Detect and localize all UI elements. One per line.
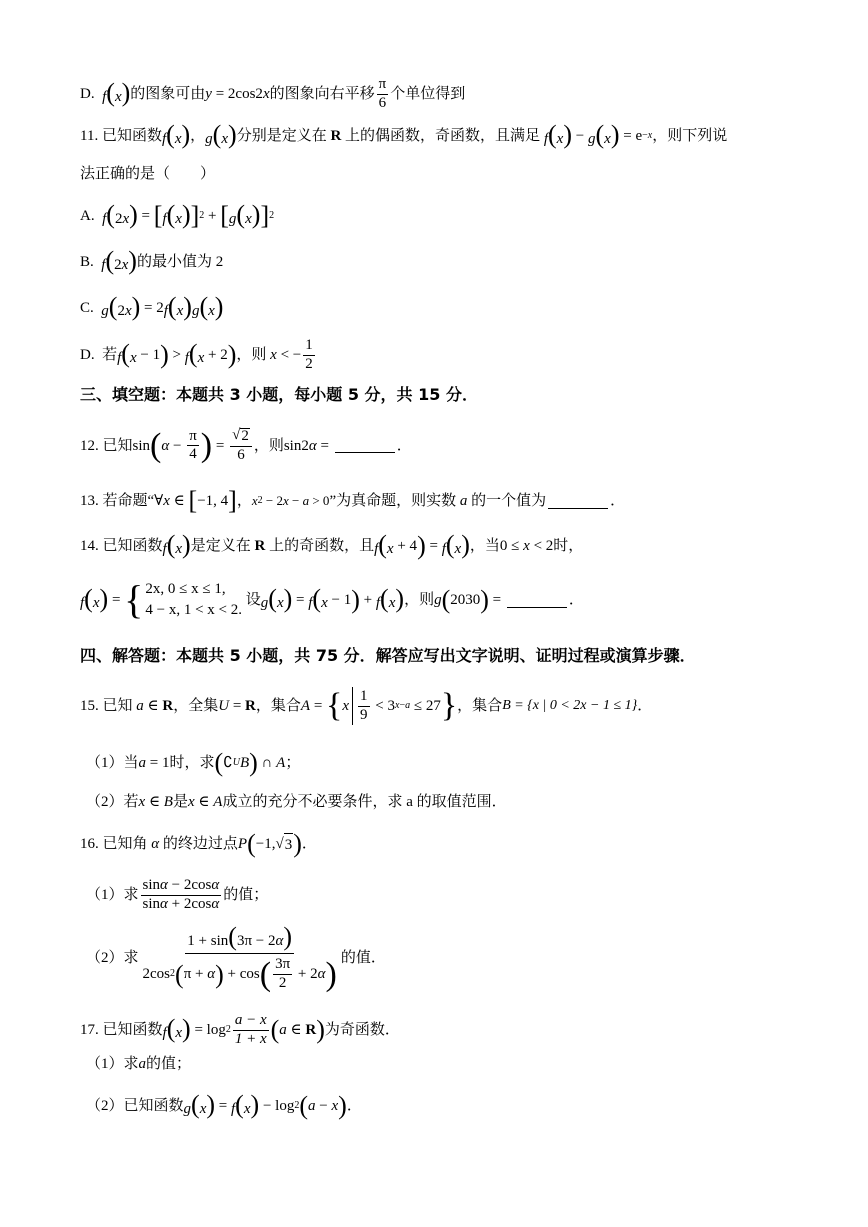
- q15-p1-text1: 时，求: [169, 755, 215, 771]
- question-number: 11.: [80, 128, 99, 144]
- q11-stem-line2: [80, 163, 808, 185]
- q10-d-text2: 的图象向右平移: [269, 86, 375, 103]
- fraction-pi-6: $\frac{\pi}{6}$: [378, 76, 387, 111]
- section-fill-in-title: 三、填空题：本题共 3 小题，每小题 5 分，共 15 分．: [80, 385, 478, 404]
- q11-stem5: 法正确的是（ ）: [80, 166, 216, 182]
- q15-text2: ，全集: [173, 698, 219, 714]
- fraction-pi-4: $\frac{\pi}{4}$: [189, 427, 197, 463]
- q11-option-d: D. 若 f(x − 1 ) > f(x + 2 ) ，则 x < − $\frac{1}{2}$: [80, 337, 313, 372]
- q11-b-text: 的最小值为 2: [136, 254, 224, 270]
- q15-p1-text2: ；: [285, 755, 301, 771]
- q16-p2-label: （2）求: [86, 950, 139, 966]
- q14-text3: 上的奇函数，且: [269, 538, 375, 554]
- q11-stem4: ，则下列说: [652, 128, 728, 144]
- q14-text1: 已知函数: [102, 538, 163, 554]
- q16-part1: [86, 873, 808, 917]
- q17-p2-label: （2）已知函数: [86, 1098, 184, 1114]
- q12-end: ．: [396, 437, 412, 454]
- q15-stem: 15. 已知 a ∈ R ，全集 U = R ，集合 A = { x $\frac{1}{9}$ < 3 x−a ≤ 27 } ，集合 B = {x | 0 < 2x − 1 ≤ 1} ．: [80, 687, 653, 724]
- q11-d-text1: 若: [102, 347, 118, 364]
- question-number: 17.: [80, 1022, 99, 1038]
- q14-text4: ，当: [469, 538, 500, 554]
- option-label: D.: [80, 347, 95, 364]
- answer-blank[interactable]: [507, 593, 567, 608]
- q15-end: ．: [637, 698, 653, 714]
- q17-p1-text: 的值；: [146, 1056, 192, 1072]
- q11-stem-line1: 11. 已知函数 f(x) ， g(x) 分别是定义在 R 上的偶函数，奇函数，且满足 f(x) − g(x) = e −x ，则下列说: [80, 120, 728, 149]
- q16-end: ．: [301, 836, 317, 852]
- case-1: 2x, 0 ≤ x ≤ 1,: [145, 581, 226, 597]
- q11-d-text2: ，则: [236, 347, 267, 364]
- q11-option-b: B. f(2x) 的最小值为 2: [80, 246, 224, 275]
- q15-p2-text2: 成立的充分不必要条件，求 a 的取值范围．: [222, 794, 507, 810]
- option-label: C.: [80, 300, 94, 316]
- fraction-1-2: $\frac{1}{2}$: [305, 337, 313, 372]
- q14-text6: 设: [245, 592, 261, 608]
- fraction-1-9: $\frac{1}{9}$: [360, 687, 368, 723]
- fraction-sin-cos: $\frac{\sin\alpha - 2\cos\alpha}{\sin\alpha + 2\cos\alpha}$: [142, 876, 220, 912]
- q15-part2: （2）若 x ∈ B 是 x ∈ A 成立的充分不必要条件，求 a 的取值范围．: [86, 791, 808, 813]
- q15-part1: （1）当 a = 1 时，求 ( ∁ U B ) ∩ A ；: [86, 748, 301, 777]
- q13-text3: 的一个值为: [471, 493, 547, 509]
- q14-end: ．: [568, 592, 584, 608]
- q15-p2-text1: 是: [172, 794, 188, 810]
- q17-part2: （2）已知函数 g(x) = f(x) − log 2 ( a − x ) ．: [86, 1090, 362, 1120]
- question-number: 14.: [80, 538, 99, 554]
- question-number: 13.: [80, 493, 99, 509]
- q17-text2: 为奇函数．: [324, 1022, 400, 1038]
- q13-text2: ”为真命题，则实数: [329, 493, 457, 509]
- q10-option-d: D. f(x) 的图象可由 y = 2cos2 x 的图象向右平移 $\frac{\pi}{6}$ 个单位得到: [80, 76, 466, 111]
- q16-p1-text: 的值；: [223, 887, 269, 903]
- section-solution-title: 四、解答题：本题共 5 小题，共 75 分．解答应写出文字说明、证明过程或演算步骤．: [80, 646, 696, 665]
- q13-end: ．: [610, 493, 626, 509]
- q11-option-a: A. f(2x) = [ f(x) ] 2 + [ g(x) ] 2: [80, 200, 275, 230]
- q14-text2: 是定义在: [190, 538, 251, 554]
- q17-p1-label: （1）求: [86, 1056, 139, 1072]
- q16-part2: [86, 922, 808, 993]
- q14-text7: ，则: [404, 592, 435, 608]
- q11-stem1: 已知函数: [101, 128, 162, 144]
- q15-text1: 已知: [102, 698, 133, 714]
- q15-p1-label: （1）当: [86, 755, 139, 771]
- q15-text4: ，集合: [457, 698, 503, 714]
- q16-p2-text: 的值．: [340, 950, 386, 966]
- math-fx: f(x): [102, 78, 131, 108]
- q17-stem: 17. 已知函数 f(x) = log 2 $\frac{a - x}{1 + x}$ ( a ∈ R ) 为奇函数．: [80, 1011, 400, 1047]
- fraction-trig-expression: 1 + sin(3π − 2α) 2cos 2 ( π + α ) + cos ( $\frac{3\pi}{2}$ + 2 α ): [142, 922, 337, 993]
- piecewise-cases: [145, 579, 242, 621]
- set-b: B = {x | 0 < 2x − 1 ≤ 1}: [502, 698, 638, 713]
- q14-text5: 时，: [553, 538, 584, 554]
- question-number: 15.: [80, 698, 99, 714]
- fraction-a-minus-x: $\frac{a - x}{1 + x}$: [234, 1011, 267, 1047]
- question-number: 12.: [80, 437, 99, 454]
- q11-option-c: C. g(2x) = 2 f(x)g(x): [80, 292, 224, 321]
- q10-d-text3: 个单位得到: [390, 86, 466, 103]
- q14-line1: 14. 已知函数 f(x) 是定义在 R 上的奇函数，且 f(x + 4 ) = f(x) ，当 0 ≤ x < 2 时，: [80, 530, 584, 560]
- q11-stem2: 分别是定义在: [236, 128, 327, 144]
- q13: 13. 若命题“ ∀ x ∈ [ −1, 4 ] ， x 2 − 2 x − a > 0 ”为真命题，则实数 a 的一个值为 ．: [80, 486, 626, 515]
- q15-p2-label: （2）若: [86, 794, 139, 810]
- q11-stem3: 上的偶函数，奇函数，且满足: [345, 128, 541, 144]
- left-brace: {: [124, 577, 144, 622]
- option-label: D.: [80, 86, 95, 103]
- question-number: 16.: [80, 836, 99, 852]
- q10-d-text1: 的图象可由: [130, 86, 206, 103]
- case-2: 4 − x, 1 < x < 2.: [145, 602, 242, 618]
- answer-blank[interactable]: [335, 438, 395, 453]
- q12: 12. 已知 sin ( α − $\frac{\pi}{4}$ ) = √ 2 6 ，则 sin2 α = ．: [80, 426, 412, 464]
- option-label: B.: [80, 254, 94, 270]
- q12-text1: 已知: [102, 437, 133, 454]
- q16-p1-label: （1）求: [86, 887, 139, 903]
- option-label: A.: [80, 208, 95, 224]
- math-y-2cos2x: y: [205, 86, 212, 103]
- q17-end: ．: [346, 1098, 362, 1114]
- fraction-sqrt2-6: √ 2 6: [230, 428, 252, 464]
- math-fx-minus-gx: f(x): [540, 120, 572, 149]
- q17-part1: （1）求 a 的值；: [86, 1053, 808, 1075]
- q16-text1: 已知角: [102, 836, 148, 852]
- q14-line2: f(x) = { 2x, 0 ≤ x ≤ 1, 4 − x, 1 < x < 2. 设 g(x) = f(x − 1 ) + f(x) ，则 g ( 2030 ) = ．: [80, 577, 584, 622]
- q16-stem: 16. 已知角 α 的终边过点 P ( −1, √ 3 ) ．: [80, 829, 317, 858]
- q17-text1: 已知函数: [102, 1022, 163, 1038]
- q12-text2: ，则: [253, 437, 284, 454]
- q15-text3: ，集合: [255, 698, 301, 714]
- answer-blank[interactable]: [548, 494, 608, 509]
- q16-text2: 的终边过点: [162, 836, 238, 852]
- q13-text1: 若命题“: [102, 493, 155, 509]
